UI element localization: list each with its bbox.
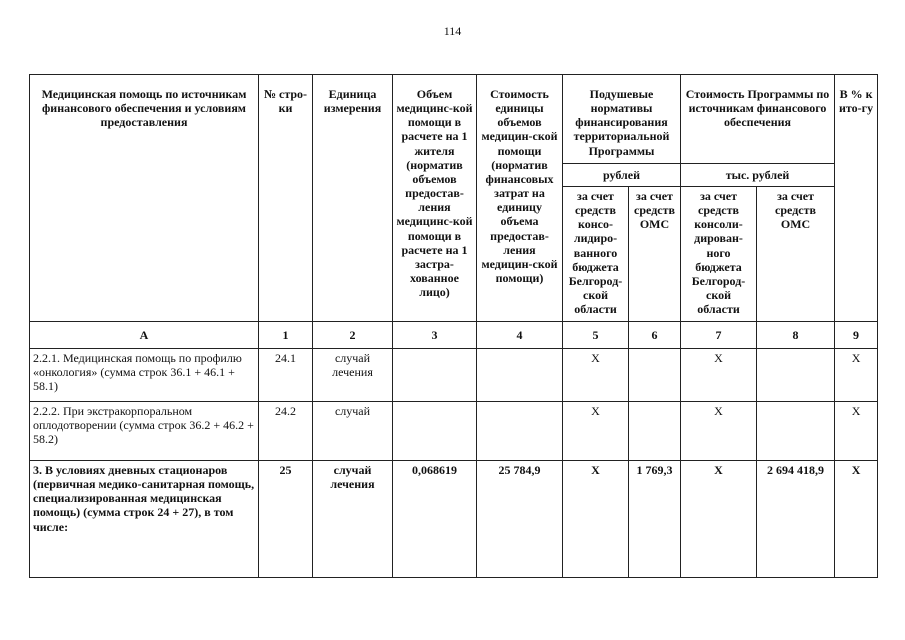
row-cost: [477, 402, 563, 461]
row-pc-oms: [629, 402, 681, 461]
header-col-5: за счет средств консо-лидиро-ванного бюджета Белгород-ской области: [563, 187, 629, 322]
row-pct: Х: [835, 349, 878, 402]
header-col-a: Медицинская помощь по источникам финансового обеспечения и условиям предоставления: [30, 75, 259, 322]
numbering-cell: 6: [629, 322, 681, 349]
row-line: 24.1: [259, 349, 313, 402]
header-col-6: за счет средств ОМС: [629, 187, 681, 322]
row-volume: 0,068619: [393, 461, 477, 578]
header-col-9: В % к ито-гу: [835, 75, 878, 322]
row-tot-budget: Х: [681, 461, 757, 578]
row-unit: случай: [313, 402, 393, 461]
row-pc-oms: [629, 349, 681, 402]
row-pc-budget: Х: [563, 461, 629, 578]
numbering-cell: 2: [313, 322, 393, 349]
row-tot-oms: 2 694 418,9: [757, 461, 835, 578]
financing-table: [29, 74, 878, 578]
row-pc-budget: Х: [563, 349, 629, 402]
row-name: 3. В условиях дневных стационаров (первичная медико-санитарная помощь, специализированная медицинская помощь) (сумма строк 24 + 27), в том числе:: [30, 461, 259, 578]
row-pc-budget: Х: [563, 402, 629, 461]
row-volume: [393, 349, 477, 402]
header-group-per-capita: Подушевые нормативы финансирования территориальной Программы: [563, 75, 681, 164]
numbering-cell: 5: [563, 322, 629, 349]
header-unit-thousand-rub: тыс. рублей: [681, 164, 835, 187]
row-cost: [477, 349, 563, 402]
row-line: 25: [259, 461, 313, 578]
table-row: [30, 349, 878, 402]
row-cost: 25 784,9: [477, 461, 563, 578]
row-tot-oms: [757, 349, 835, 402]
row-pct: Х: [835, 461, 878, 578]
header-col-2: Единица измерения: [313, 75, 393, 322]
row-tot-budget: Х: [681, 402, 757, 461]
row-pc-oms: 1 769,3: [629, 461, 681, 578]
table-row: [30, 461, 878, 578]
table-row: [30, 402, 878, 461]
header-col-4: Стоимость единицы объемов медицин-ской помощи (норматив финансовых затрат на единицу объема предостав-ления медицин-ской помощи): [477, 75, 563, 322]
row-name: 2.2.1. Медицинская помощь по профилю «онкология» (сумма строк 36.1 + 46.1 + 58.1): [30, 349, 259, 402]
numbering-row: [30, 322, 878, 349]
row-line: 24.2: [259, 402, 313, 461]
row-unit: случай лечения: [313, 461, 393, 578]
header-row: [30, 75, 878, 164]
header-col-3: Объем медицинс-кой помощи в расчете на 1 жителя (норматив объемов предостав-ления медицинс-кой помощи в расчете на 1 застра-хованное лицо): [393, 75, 477, 322]
row-tot-oms: [757, 402, 835, 461]
row-volume: [393, 402, 477, 461]
numbering-cell: 3: [393, 322, 477, 349]
row-unit: случай лечения: [313, 349, 393, 402]
numbering-cell: 7: [681, 322, 757, 349]
row-tot-budget: Х: [681, 349, 757, 402]
numbering-cell: 4: [477, 322, 563, 349]
header-col-1: № стро-ки: [259, 75, 313, 322]
row-pct: Х: [835, 402, 878, 461]
page-number: 114: [443, 24, 462, 38]
numbering-cell: А: [30, 322, 259, 349]
row-name: 2.2.2. При экстракорпоральном оплодотворении (сумма строк 36.2 + 46.2 + 58.2): [30, 402, 259, 461]
numbering-cell: 1: [259, 322, 313, 349]
header-col-8: за счет средств ОМС: [757, 187, 835, 322]
header-unit-rub: рублей: [563, 164, 681, 187]
header-group-cost: Стоимость Программы по источникам финансового обеспечения: [681, 75, 835, 164]
numbering-cell: 8: [757, 322, 835, 349]
header-col-7: за счет средств консоли-дирован-ного бюджета Белгород-ской области: [681, 187, 757, 322]
numbering-cell: 9: [835, 322, 878, 349]
